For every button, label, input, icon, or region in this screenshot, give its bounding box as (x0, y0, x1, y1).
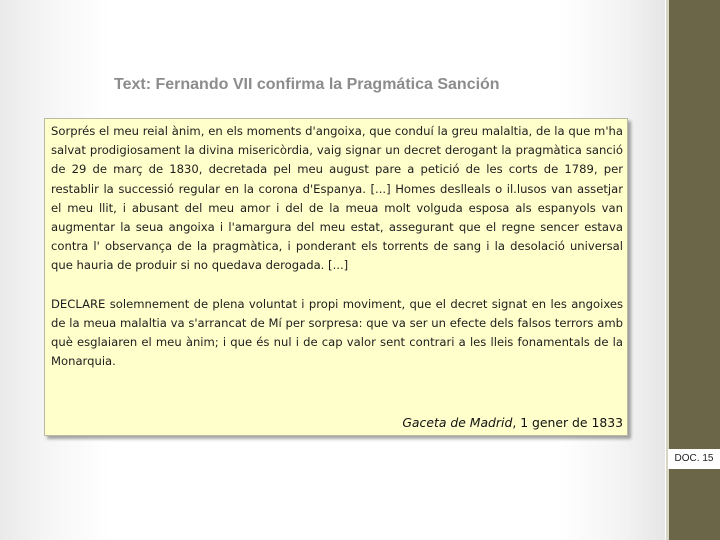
source-publication: Gaceta de Madrid (402, 415, 513, 430)
quote-source (402, 413, 623, 432)
slide-title: Text: Fernando VII confirma la Pragmática Sanción (114, 76, 500, 93)
quote-paragraph-2: DECLARE solemnement de plena voluntat i propi moviment, que el decret signat en les angoixes de la meua malaltia va s'arrancat de Mí per sorpresa: que va ser un efecte dels falsos terrors amb què esglaiaren el meu ànim; i que és nul i de cap valor sent contrari a les lleis fonamentals de la Monarquia. (51, 296, 623, 369)
doc-label: DOC. 15 (668, 449, 720, 469)
quote-paragraph-1: Sorprés el meu reial ànim, en els moments d'angoixa, que conduí la greu malaltia, de la que m'ha salvat prodigiosament la divina misericòrdia, vaig signar un decret derogant la pragmàtica sanció de 29 de març de 1830, decretada pel meu august pare a petició de les corts de 1789, per restablir la successió regular en la corona d'Espanya. [...] Homes deslleals o il.lusos van assetjar el meu llit, i abusant del meu amor i del de la meua molt volguda esposa als espanyols van augmentar la seua angoixa i l'amargura del meu estat, assegurant que el regne sencer estava contra l' observança de la pragmàtica, i ponderant els torrents de sang i la desolació universal que hauria de produir si no quedava derogada. [...] (51, 124, 623, 273)
quote-box (44, 118, 628, 436)
source-date: , 1 gener de 1833 (512, 415, 623, 430)
